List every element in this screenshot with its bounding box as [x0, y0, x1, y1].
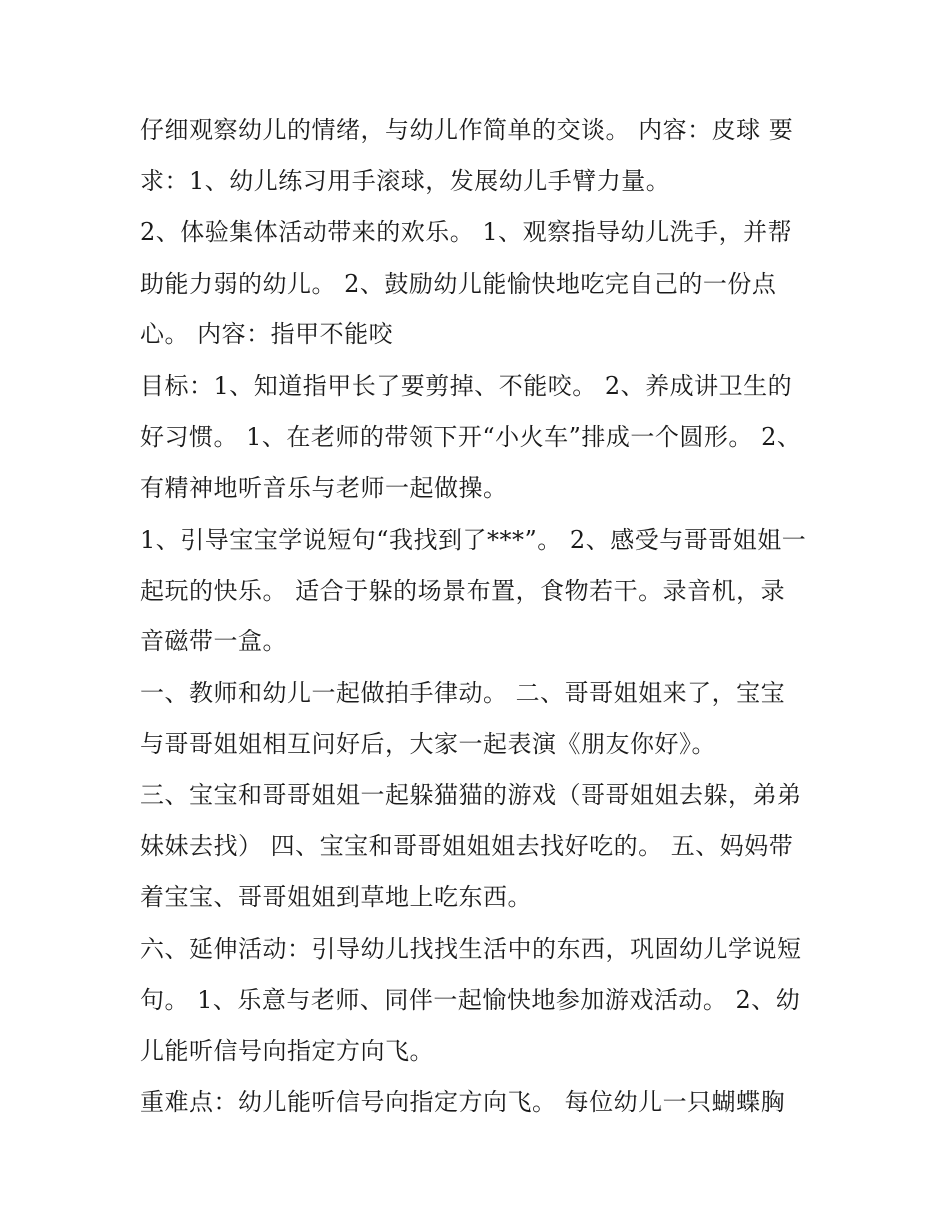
text-line: 心。 内容：指甲不能咬 — [140, 320, 394, 348]
text-line: 好习惯。 1、在老师的带领下开“小火车”排成一个圆形。 2、 — [140, 423, 802, 451]
text-line: 与哥哥姐姐相互问好后，大家一起表演《朋友你好》。 — [140, 730, 716, 758]
text-line: 起玩的快乐。 适合于躲的场景布置，食物若干。录音机，录 — [140, 577, 786, 605]
text-line: 句。 1、乐意与老师、同伴一起愉快地参加游戏活动。 2、幼 — [140, 986, 801, 1014]
text-line: 1、引导宝宝学说短句“我找到了***”。 2、感受与哥哥姐姐一 — [140, 526, 807, 554]
text-line: 仔细观察幼儿的情绪，与幼儿作简单的交谈。 内容：皮球 要 — [140, 116, 794, 144]
text-line: 求：1、幼儿练习用手滚球，发展幼儿手臂力量。 — [140, 167, 671, 195]
text-line: 儿能听信号向指定方向飞。 — [140, 1037, 434, 1065]
text-line: 目标：1、知道指甲长了要剪掉、不能咬。 2、养成讲卫生的 — [140, 372, 793, 400]
text-line: 有精神地听音乐与老师一起做操。 — [140, 474, 508, 502]
text-line: 音磁带一盒。 — [140, 627, 287, 655]
text-line: 2、体验集体活动带来的欢乐。 1、观察指导幼儿洗手，并帮 — [140, 218, 793, 246]
text-line: 着宝宝、哥哥姐姐到草地上吃东西。 — [140, 883, 532, 911]
text-line: 三、宝宝和哥哥姐姐一起躲猫猫的游戏（哥哥姐姐去躲，弟弟 — [140, 781, 802, 809]
text-line: 重难点：幼儿能听信号向指定方向飞。 每位幼儿一只蝴蝶胸 — [140, 1088, 786, 1116]
text-line: 助能力弱的幼儿。 2、鼓励幼儿能愉快地吃完自己的一份点 — [140, 270, 777, 298]
text-line: 六、延伸活动：引导幼儿找找生活中的东西，巩固幼儿学说短 — [140, 935, 802, 963]
text-line: 妹妹去找） 四、宝宝和哥哥姐姐姐去找好吃的。 五、妈妈带 — [140, 832, 794, 860]
text-line: 一、教师和幼儿一起做拍手律动。 二、哥哥姐姐来了，宝宝 — [140, 679, 786, 707]
